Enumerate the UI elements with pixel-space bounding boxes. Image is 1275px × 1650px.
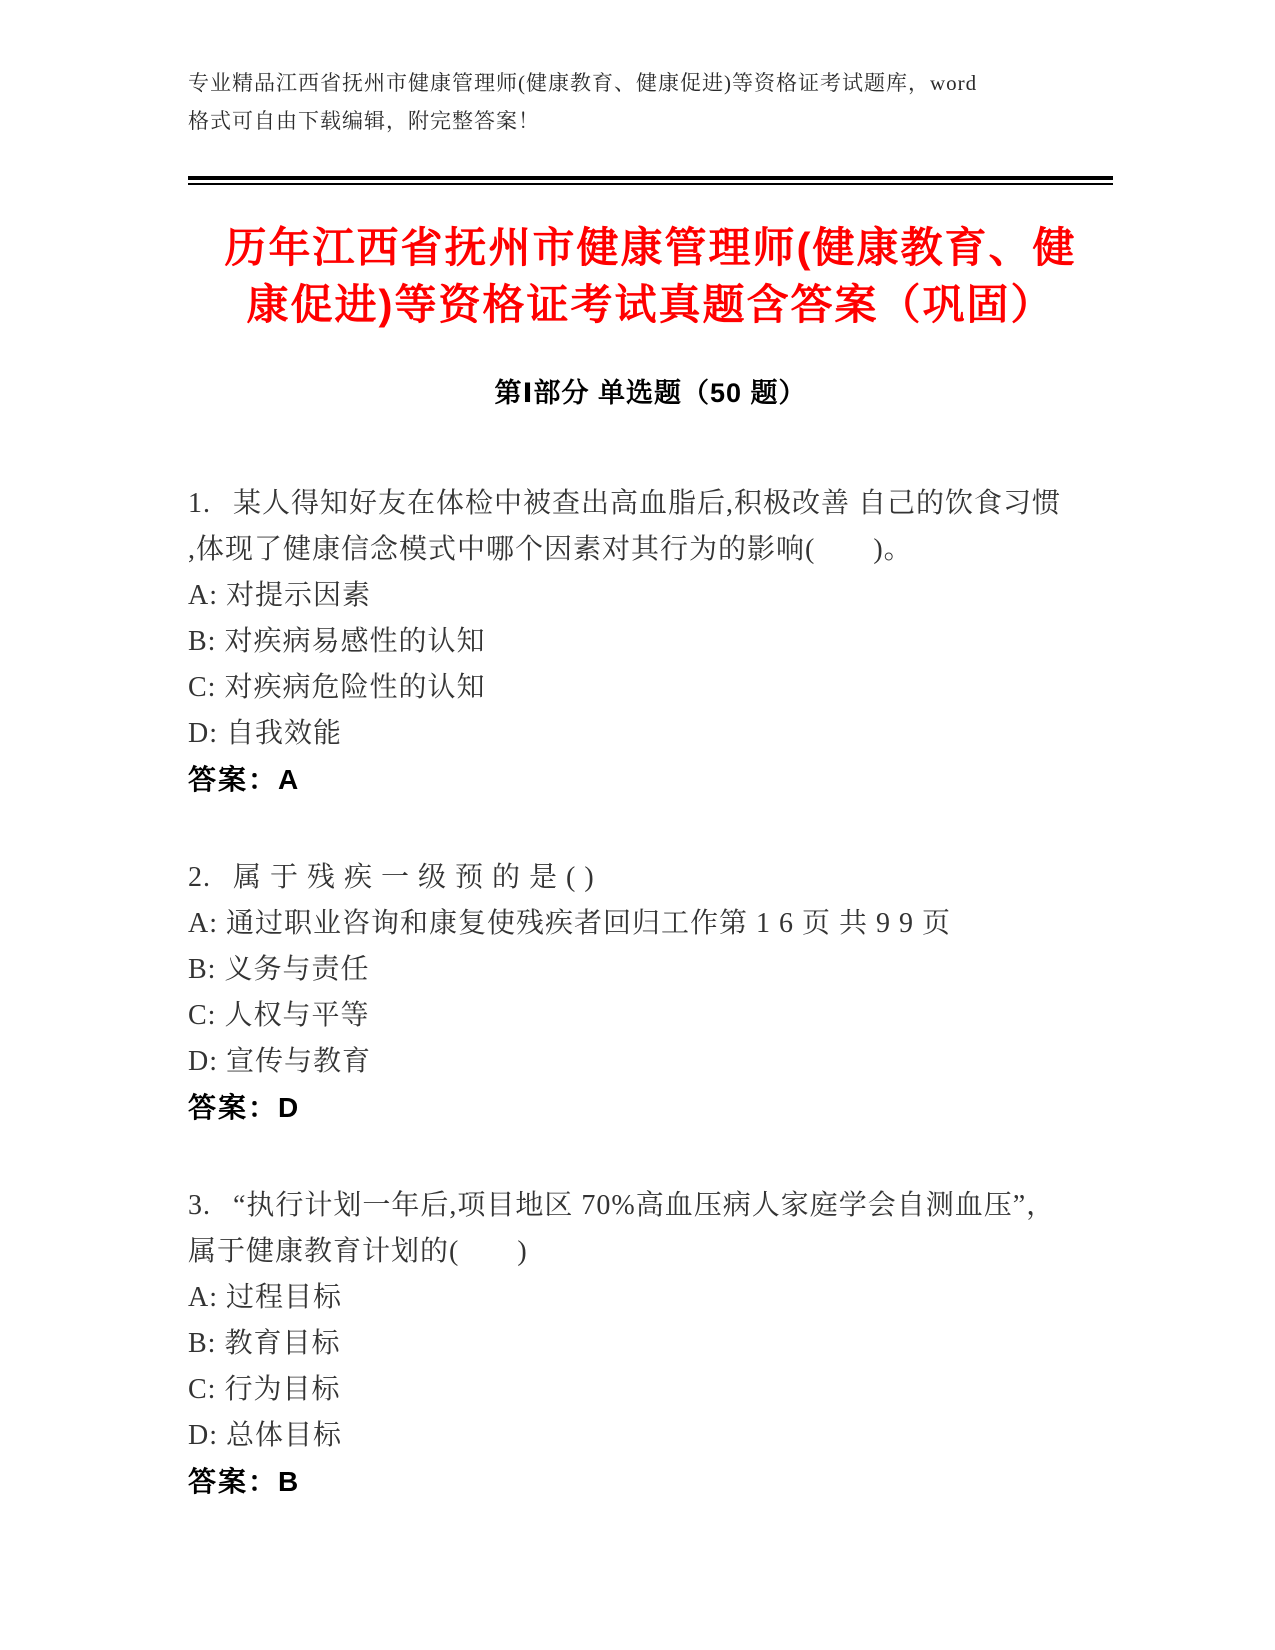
document-title xyxy=(188,219,1113,333)
question-3-answer: 答案：B xyxy=(188,1466,301,1497)
header-note-line-1: 专业精品江西省抚州市健康管理师(健康教育、健康促进)等资格证考试题库，word xyxy=(188,71,978,95)
question-1-stem-line-2: ,体现了健康信念模式中哪个因素对其行为的影响( )。 xyxy=(188,534,913,565)
question-3-option-c: C: 行为目标 xyxy=(188,1374,341,1405)
question-1-number: 1. xyxy=(188,488,211,519)
question-1-option-d: D: 自我效能 xyxy=(188,718,343,749)
section-heading: 第Ⅰ部分 单选题（50 题） xyxy=(494,378,807,408)
question-3-option-d: D: 总体目标 xyxy=(188,1420,343,1451)
question-1-option-a: A: 对提示因素 xyxy=(188,580,372,611)
question-2-stem-line-1 xyxy=(188,855,1113,901)
document-title-line-1: 历年江西省抚州市健康管理师(健康教育、健 xyxy=(224,224,1077,271)
question-2-number: 2. xyxy=(188,862,211,893)
question-3-number: 3. xyxy=(188,1190,211,1221)
question-1-stem-line-1 xyxy=(188,481,1113,527)
header-divider xyxy=(188,176,1113,185)
question-2-option-b: B: 义务与责任 xyxy=(188,954,370,985)
question-2-answer: 答案：D xyxy=(188,1092,301,1123)
question-3-stem-text: “执行计划一年后,项目地区 70%高血压病人家庭学会自测血压”， xyxy=(233,1190,1056,1221)
question-2-option-a: A: 通过职业咨询和康复使残疾者回归工作第 1 6 页 共 9 9 页 xyxy=(188,908,952,939)
question-2-option-c: C: 人权与平等 xyxy=(188,1000,370,1031)
header-note-line-2: 格式可自由下载编辑，附完整答案！ xyxy=(188,109,540,133)
question-3-stem-line-2: 属于健康教育计划的( ) xyxy=(188,1236,528,1267)
question-1-option-b: B: 对疾病易感性的认知 xyxy=(188,626,486,657)
question-2-stem-text: 属 于 残 疾 一 级 预 的 是 ( ) xyxy=(233,862,595,893)
question-2 xyxy=(188,855,1113,1131)
question-3-option-a: A: 过程目标 xyxy=(188,1282,343,1313)
question-3-stem-line-1 xyxy=(188,1183,1113,1229)
question-1-option-c: C: 对疾病危险性的认知 xyxy=(188,672,486,703)
question-list xyxy=(188,481,1113,1505)
question-1 xyxy=(188,481,1113,803)
question-2-option-d: D: 宣传与教育 xyxy=(188,1046,372,1077)
question-1-stem-text: 某人得知好友在体检中被查出高血脂后,积极改善 自己的饮食习惯 xyxy=(233,488,1062,519)
document-title-line-2: 康促进)等资格证考试真题含答案（巩固） xyxy=(246,281,1055,328)
question-3-option-b: B: 教育目标 xyxy=(188,1328,341,1359)
question-3 xyxy=(188,1183,1113,1505)
question-1-answer: 答案：A xyxy=(188,764,301,795)
header-note xyxy=(188,64,1113,140)
